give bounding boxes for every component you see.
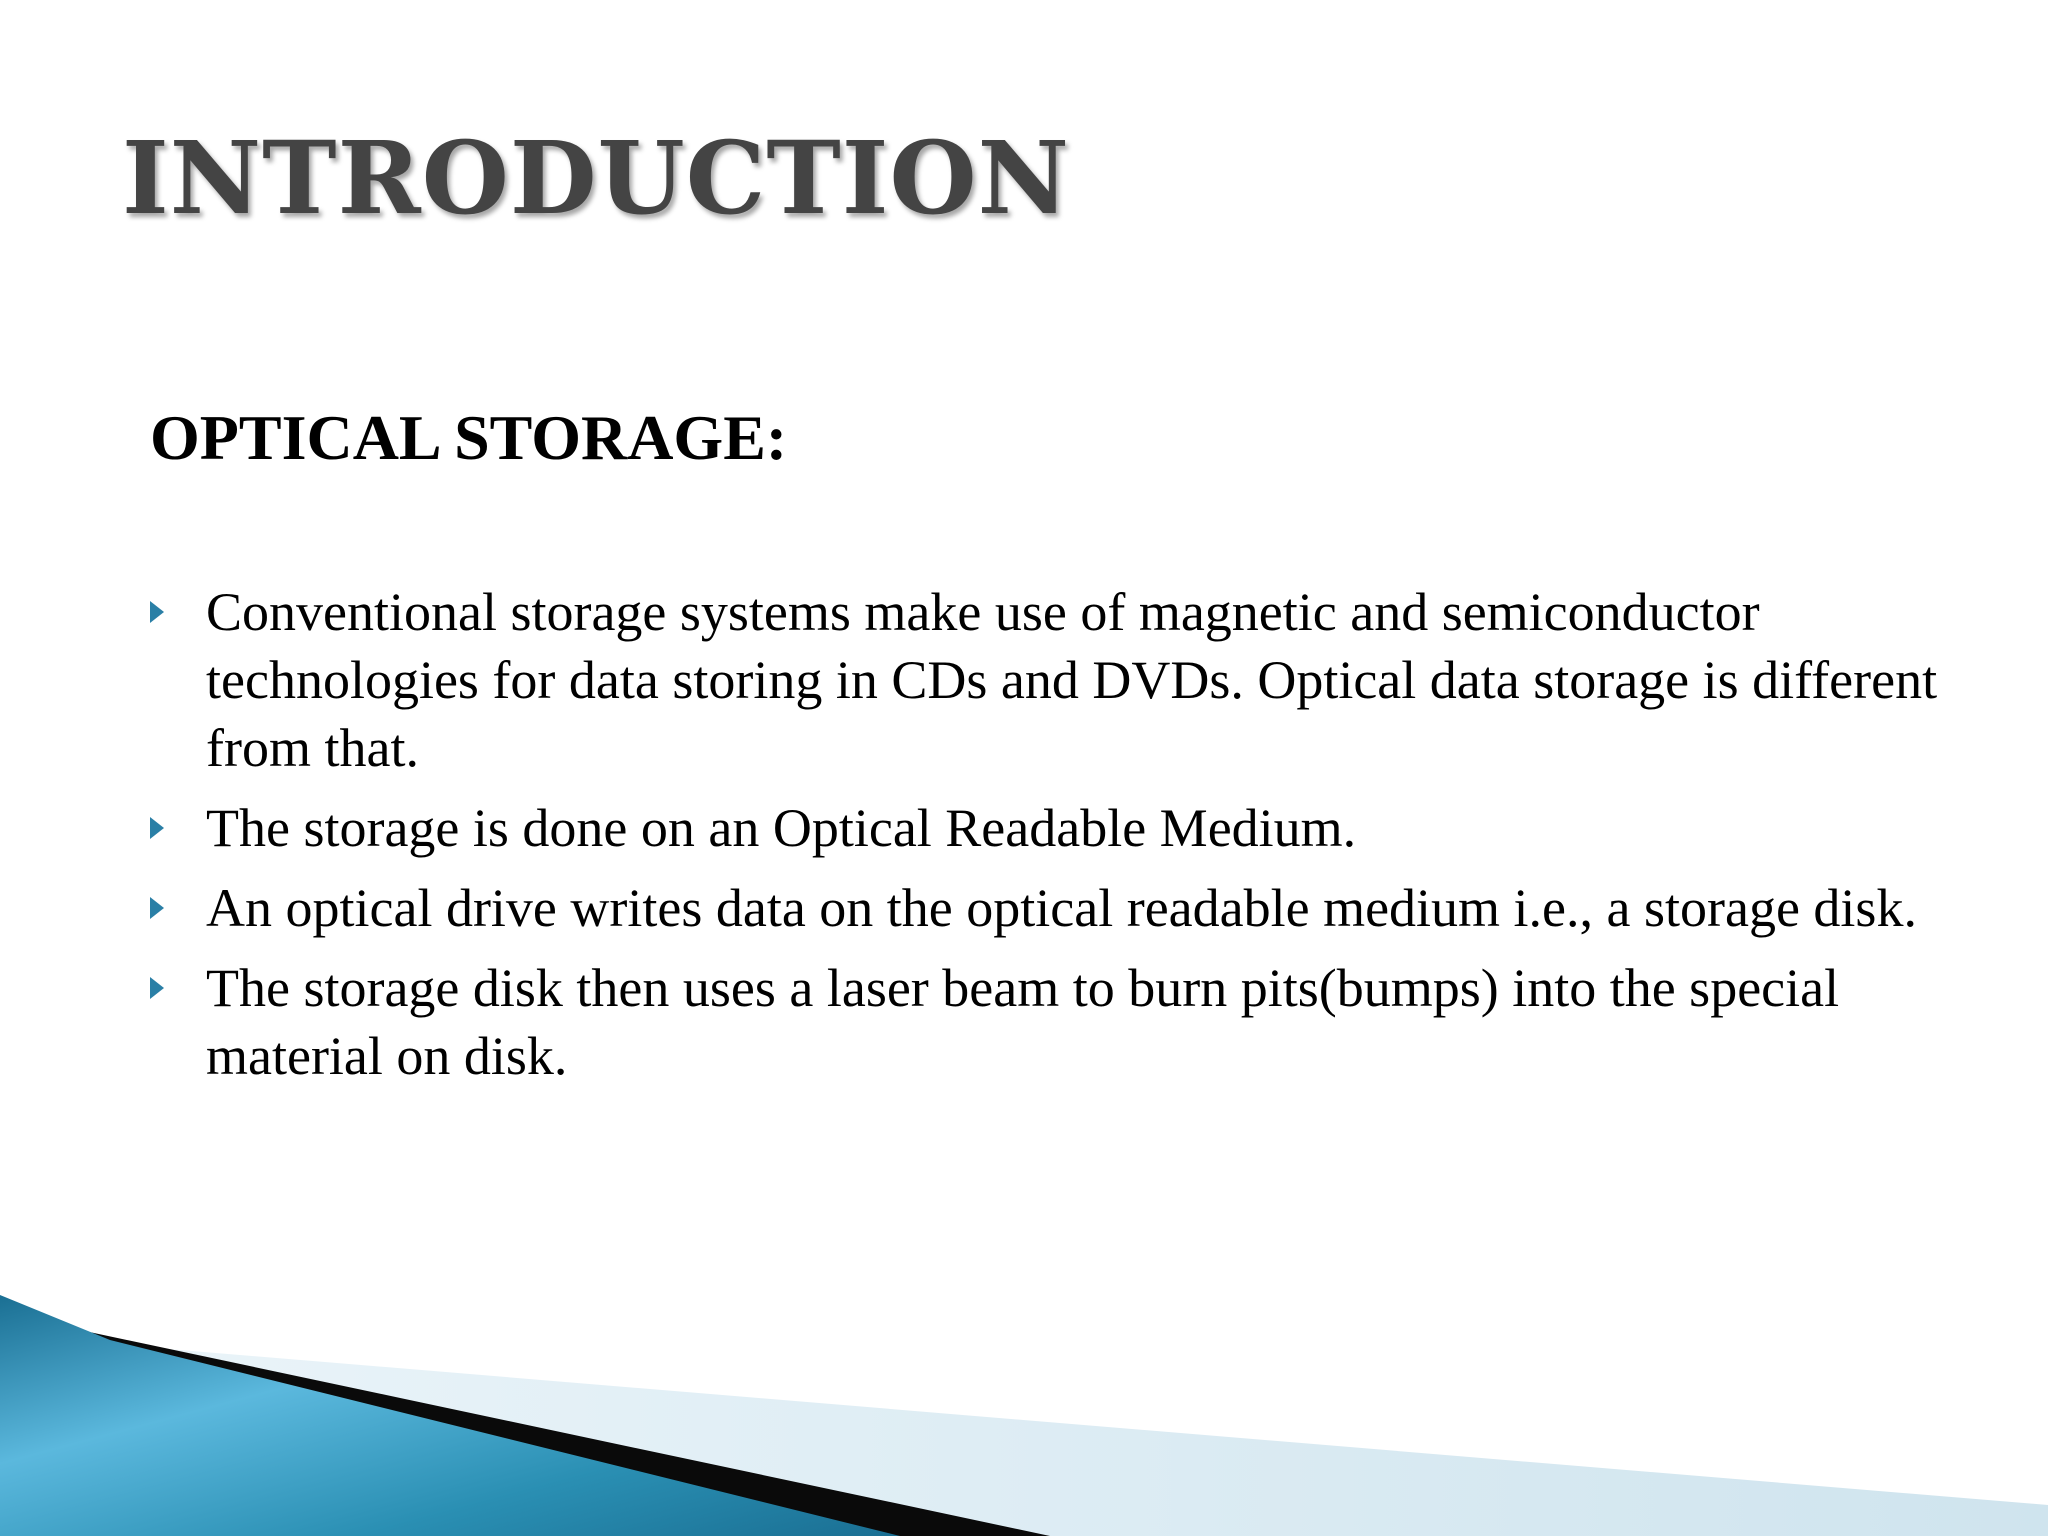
section-heading: OPTICAL STORAGE: [150,402,788,473]
triangle-bullet-icon [150,578,206,646]
bullet-text: The storage disk then uses a laser beam to burn pits(bumps) into the special material on disk. [206,958,1840,1086]
list-item [150,794,1960,862]
bullet-list [150,578,1960,1102]
slide-title: INTRODUCTION [122,119,1071,237]
bullet-text: The storage is done on an Optical Readable Medium. [206,798,1357,858]
list-item [150,874,1960,942]
triangle-bullet-icon [150,954,206,1022]
list-item [150,578,1960,782]
list-item [150,954,1960,1090]
bullet-text: An optical drive writes data on the optical readable medium i.e., a storage disk. [206,878,1917,938]
triangle-bullet-icon [150,794,206,862]
decorative-wave-graphic [0,1270,2048,1536]
triangle-bullet-icon [150,874,206,942]
bullet-text: Conventional storage systems make use of magnetic and semiconductor technologies for data storing in CDs and DVDs. Optical data storage is different from that. [206,582,1938,778]
